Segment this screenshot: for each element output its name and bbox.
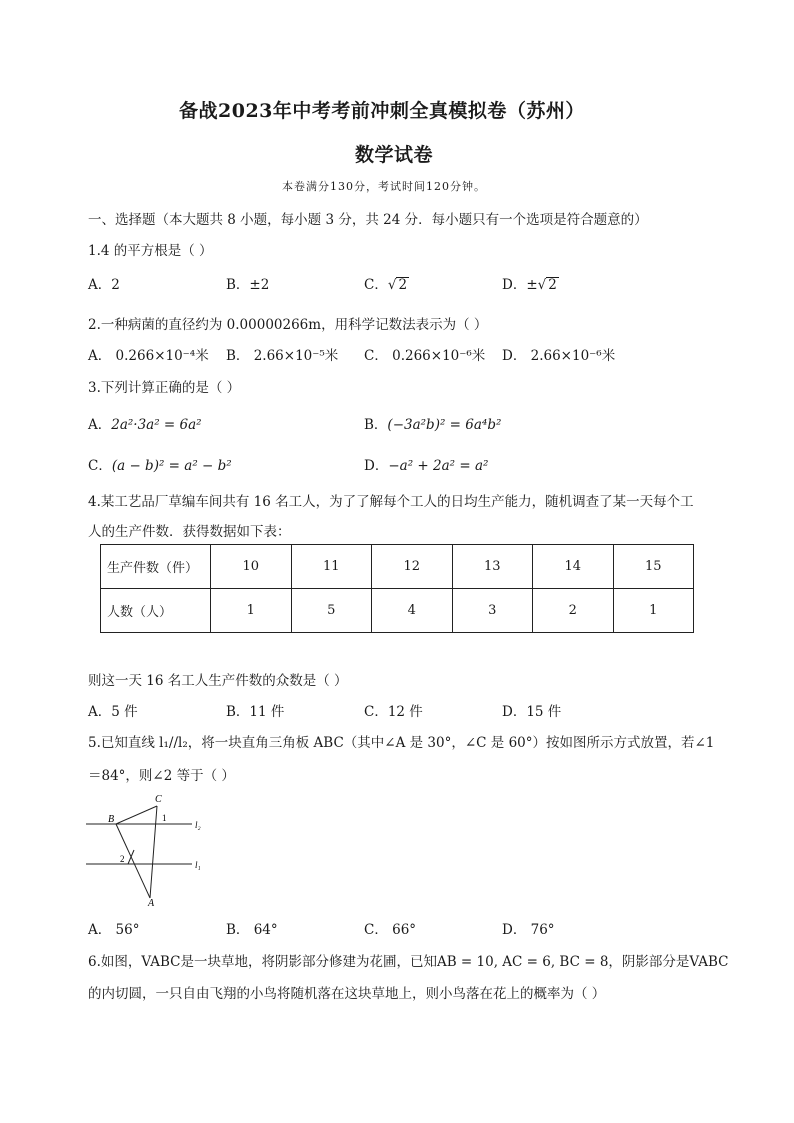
q4-option-a: A．5 件: [88, 704, 138, 720]
exam-note: 本卷满分130分，考试时间120分钟。: [282, 180, 486, 193]
table-cell: 13: [452, 545, 533, 589]
q2-option-b: B． 2.66×10⁻⁵米: [226, 348, 339, 364]
table-cell: 10: [211, 545, 292, 589]
label-angle-2: 2: [120, 854, 125, 864]
label-l2: l₂: [195, 820, 201, 830]
q1-option-b: B．±2: [226, 277, 270, 293]
q2-stem: 2.一种病菌的直径约为 0.00000266m，用科学记数法表示为（ ）: [88, 317, 488, 333]
q3-option-b: [364, 413, 501, 433]
q1-stem: 1.4 的平方根是（ ）: [88, 243, 213, 259]
table-row: [101, 589, 694, 633]
q4-option-d: D．15 件: [502, 704, 562, 720]
table-row: [101, 545, 694, 589]
segment-ca: [150, 806, 157, 898]
q5-stem-line1: 5.已知直线 l₁//l₂，将一块直角三角板 ABC（其中∠A 是 30°，∠C 是 60°）按如图所示方式放置，若∠1: [88, 735, 715, 751]
q3-option-b-expr: (−3a²b)² = 6a⁴b²: [387, 417, 502, 433]
q1-option-d-label: D．: [502, 277, 527, 293]
q4-stem-line2: 人的生产件数．获得数据如下表：: [88, 524, 291, 540]
q3-stem: 3.下列计算正确的是（ ）: [88, 380, 241, 396]
table-cell: 4: [372, 589, 453, 633]
q2-option-a: A． 0.266×10⁻⁴米: [88, 348, 209, 364]
q3-option-c-label: C．: [88, 458, 112, 474]
q1-option-c: C．√ 2: [364, 277, 408, 293]
q1-option-c-radicand: 2: [398, 277, 408, 293]
q5-option-d: D． 76°: [502, 922, 555, 938]
q3-option-d-label: D．: [364, 458, 389, 474]
label-l1: l₁: [195, 860, 201, 870]
q3-option-a-label: A．: [88, 417, 112, 433]
q2-option-d: D． 2.66×10⁻⁶米: [502, 348, 616, 364]
table-row-header: 人数（人）: [101, 589, 211, 633]
table-cell: 11: [291, 545, 372, 589]
label-b: B: [108, 814, 115, 825]
q3-option-a-expr: 2a²·3a² = 6a²: [111, 417, 202, 433]
q3-option-c: [88, 454, 232, 474]
exam-subtitle: 数学试卷: [355, 144, 434, 166]
table-cell: 2: [533, 589, 614, 633]
q3-option-d-expr: −a² + 2a² = a²: [388, 458, 489, 474]
q1-option-d-pm: ±: [526, 277, 538, 293]
q4-option-b: B．11 件: [226, 704, 285, 720]
table-cell: 1: [613, 589, 694, 633]
table-cell: 15: [613, 545, 694, 589]
exam-title: 备战2023年中考考前冲刺全真模拟卷（苏州）: [179, 100, 585, 122]
q1-option-c-label: C．: [364, 277, 388, 293]
q6-stem-line2: 的内切圆，一只自由飞翔的小鸟将随机落在这块草地上，则小鸟落在花上的概率为（ ）: [88, 986, 606, 1002]
label-angle-1: 1: [162, 813, 167, 823]
table-cell: 5: [291, 589, 372, 633]
q3-option-d: [364, 454, 488, 474]
table-cell: 3: [452, 589, 533, 633]
q4-question: 则这一天 16 名工人生产件数的众数是（ ）: [88, 673, 348, 689]
q5-option-b: B． 64°: [226, 922, 278, 938]
q5-figure: [84, 790, 224, 908]
table-cell: 1: [211, 589, 292, 633]
segment-bc: [116, 806, 157, 824]
q5-option-c: C． 66°: [364, 922, 417, 938]
q1-option-a: A．2: [88, 277, 120, 293]
q3-option-b-label: B．: [364, 417, 388, 433]
q3-option-a: [88, 413, 202, 433]
q1-option-d-radicand: 2: [548, 277, 557, 293]
table-cell: 12: [372, 545, 453, 589]
q4-stem-line1: 4.某工艺品厂草编车间共有 16 名工人，为了了解每个工人的日均生产能力，随机调查了某一天每个工: [88, 494, 694, 510]
q5-option-a: A． 56°: [88, 922, 140, 938]
section-heading: 一、选择题（本大题共 8 小题，每小题 3 分，共 24 分．每小题只有一个选项是符合题意的）: [88, 212, 648, 228]
table-row-header: 生产件数（件）: [101, 545, 211, 589]
q3-option-c-expr: (a − b)² = a² − b²: [111, 458, 232, 474]
q4-option-c: C．12 件: [364, 704, 423, 720]
q5-stem-line2: ＝84°，则∠2 等于（ ）: [88, 768, 235, 784]
table-cell: 14: [533, 545, 614, 589]
q6-stem-line1: 6.如图，VABC是一块草地，将阴影部分修建为花圃，已知AB = 10, AC = 6, BC = 8，阴影部分是VABC: [88, 954, 729, 970]
q1-option-d: D．±√ 2: [502, 277, 557, 293]
q4-data-table: [100, 544, 694, 633]
q2-option-c: C． 0.266×10⁻⁶米: [364, 348, 486, 364]
label-c: C: [155, 794, 162, 805]
label-a: A: [148, 898, 155, 908]
